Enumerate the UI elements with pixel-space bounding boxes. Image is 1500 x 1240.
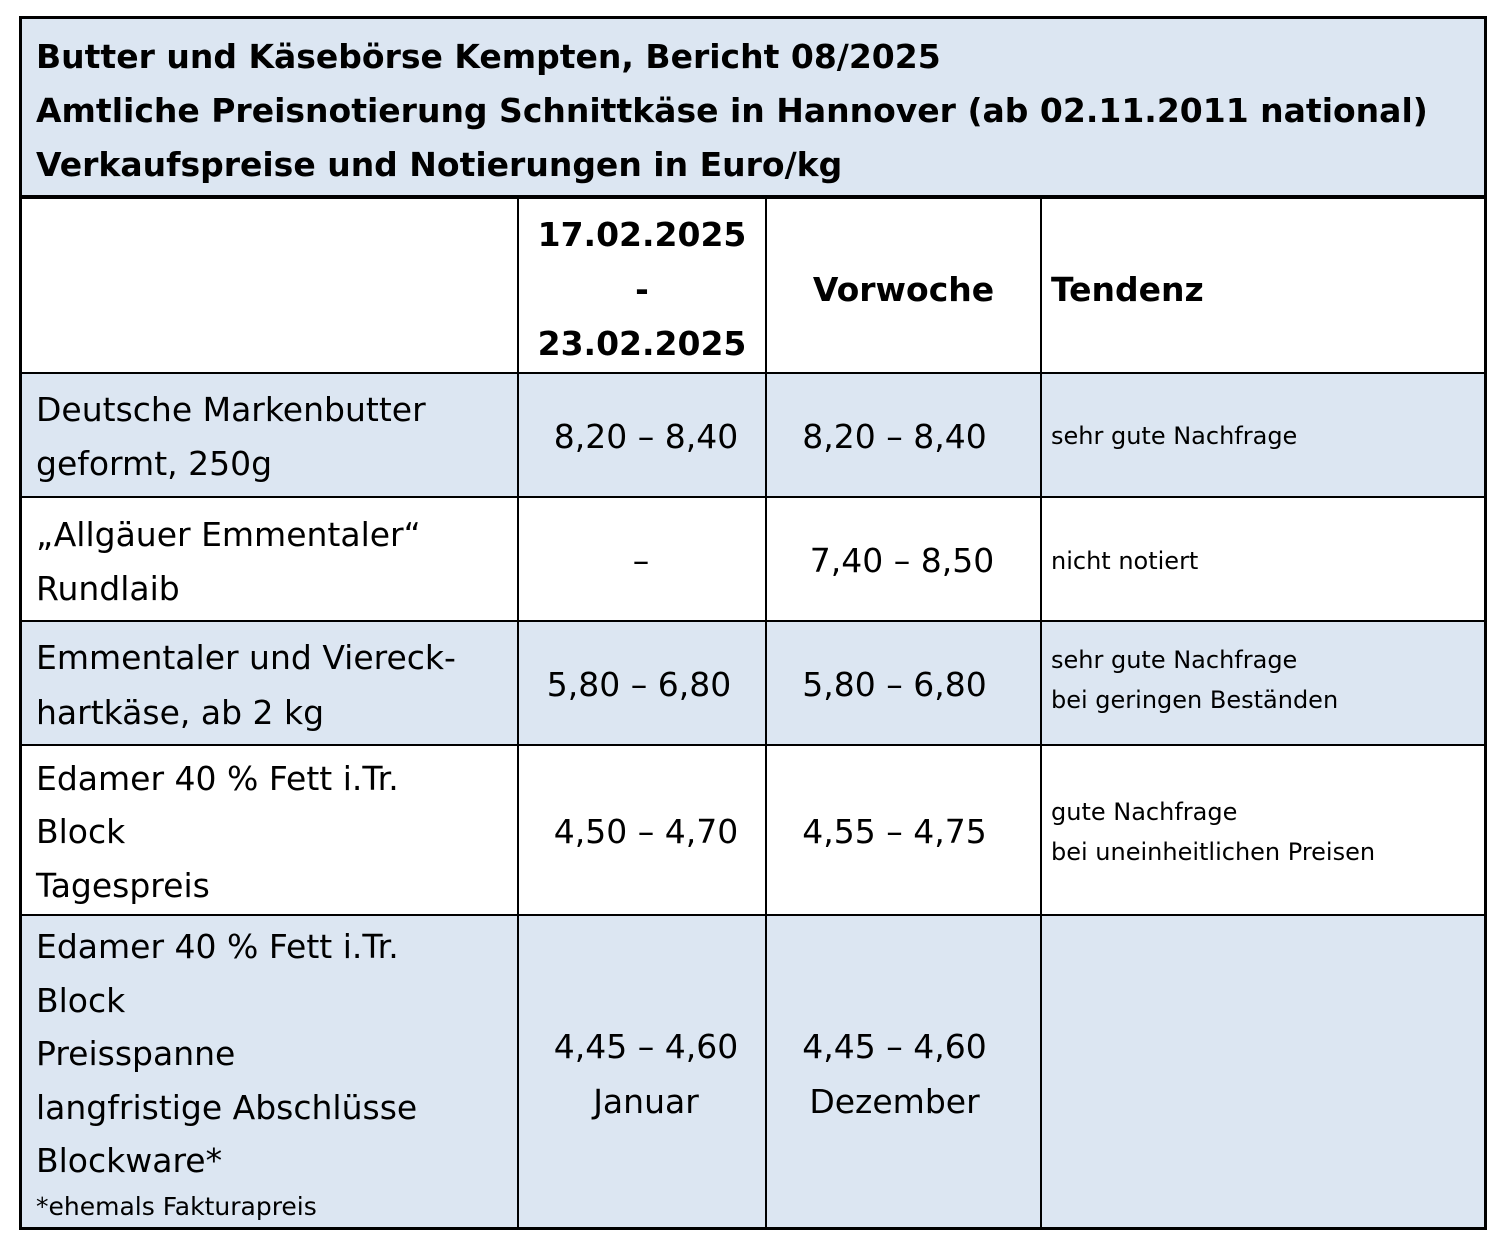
row-label: langfristige Abschlüsse	[36, 1088, 418, 1127]
trend-text: bei uneinheitlichen Preisen	[1051, 838, 1376, 866]
previous-price: 4,55 – 4,75	[802, 812, 987, 851]
col-previous-week: Vorwoche	[812, 270, 995, 309]
report-units: Verkaufspreise und Notierungen in Euro/kg	[36, 145, 843, 184]
row-label: Block	[36, 981, 126, 1020]
trend-text: nicht notiert	[1051, 547, 1199, 575]
row-divider	[22, 496, 1484, 498]
col-period-start: 17.02.2025	[537, 215, 747, 254]
previous-month: Dezember	[809, 1082, 980, 1121]
row-label: Emmentaler und Viereck-	[36, 638, 456, 677]
row-divider	[22, 914, 1484, 916]
row-label: Edamer 40 % Fett i.Tr.	[36, 759, 399, 798]
trend-text: bei geringen Beständen	[1051, 686, 1339, 714]
row-label: geformt, 250g	[36, 444, 273, 483]
column-divider	[1040, 199, 1042, 1227]
row-label: Edamer 40 % Fett i.Tr.	[36, 927, 399, 966]
previous-price: 8,20 – 8,40	[802, 417, 987, 456]
previous-price: 4,45 – 4,60	[802, 1027, 987, 1066]
current-price: 4,50 – 4,70	[553, 812, 739, 851]
price-table	[19, 16, 1487, 1230]
row-label: Preisspanne	[36, 1034, 236, 1073]
row-label: Tagespreis	[36, 866, 210, 905]
report-title: Butter und Käsebörse Kempten, Bericht 08/2025	[36, 37, 941, 76]
trend-text: sehr gute Nachfrage	[1051, 646, 1298, 674]
col-period-end: 23.02.2025	[537, 324, 747, 363]
current-price: 4,45 – 4,60	[553, 1027, 739, 1066]
row-label: Blockware*	[36, 1141, 223, 1180]
row-label: Block	[36, 812, 126, 851]
row-label: „Allgäuer Emmentaler“	[36, 515, 421, 554]
row-divider	[22, 620, 1484, 622]
footnote: *ehemals Fakturapreis	[36, 1192, 317, 1221]
previous-price: 5,80 – 6,80	[802, 665, 987, 704]
current-month: Januar	[593, 1082, 699, 1121]
row-divider	[22, 372, 1484, 374]
trend-text: sehr gute Nachfrage	[1051, 422, 1298, 450]
row-label: Rundlaib	[36, 569, 180, 608]
table-header	[22, 19, 1484, 199]
previous-price: 7,40 – 8,50	[809, 541, 995, 580]
col-trend: Tendenz	[1051, 270, 1204, 309]
report-subtitle: Amtliche Preisnotierung Schnittkäse in Hannover (ab 02.11.2011 national)	[36, 91, 1428, 130]
row-label: Deutsche Markenbutter	[36, 390, 426, 429]
column-divider	[765, 199, 767, 1227]
current-price: 8,20 – 8,40	[553, 417, 739, 456]
current-price: 5,80 – 6,80	[546, 665, 732, 704]
current-price: –	[632, 541, 650, 580]
col-period-separator: -	[635, 270, 649, 309]
trend-text: gute Nachfrage	[1051, 798, 1238, 826]
row-label: hartkäse, ab 2 kg	[36, 693, 325, 732]
row-divider	[22, 744, 1484, 746]
